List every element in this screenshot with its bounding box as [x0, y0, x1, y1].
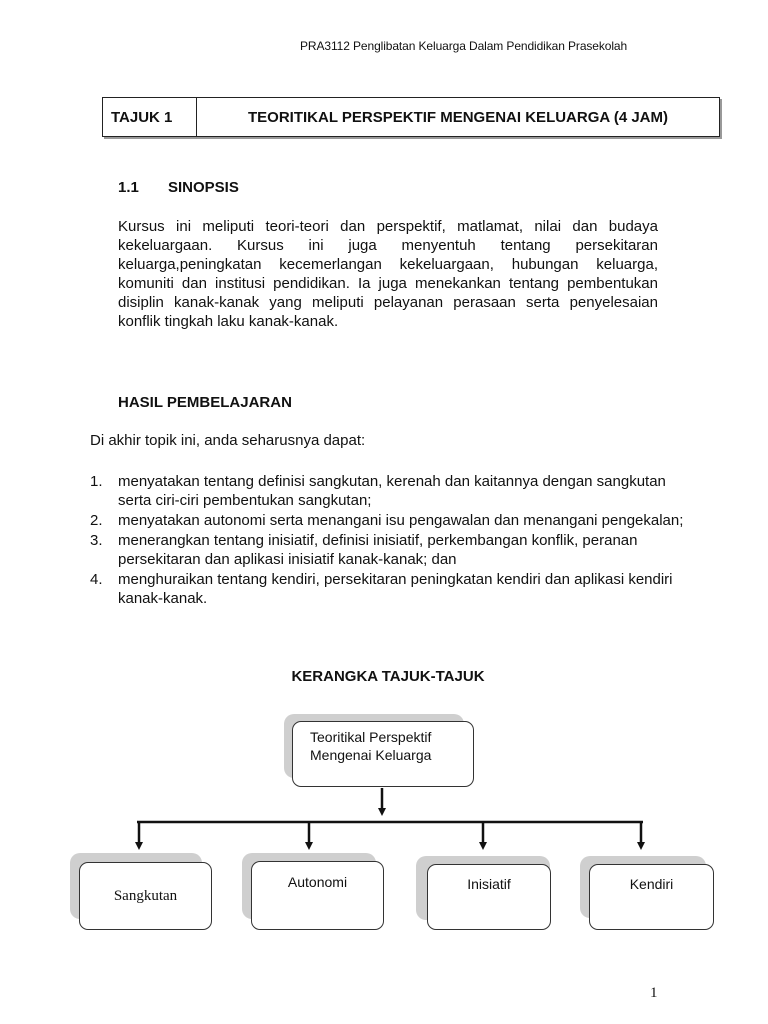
section-title: SINOPSIS [168, 179, 239, 196]
learning-outcomes-intro: Di akhir topik ini, anda seharusnya dapat: [90, 432, 366, 449]
child-node-autonomi [251, 861, 384, 930]
section-number: 1.1 [118, 179, 139, 196]
child-node-label: Autonomi [287, 874, 348, 890]
list-item-number: 2. [90, 512, 103, 529]
page-number: 1 [650, 985, 658, 1001]
list-item-number: 4. [90, 571, 103, 588]
framework-title: KERANGKA TAJUK-TAJUK [291, 668, 485, 685]
running-header: PRA3112 Penglibatan Keluarga Dalam Pendidikan Prasekolah [300, 39, 628, 53]
root-node [292, 721, 474, 787]
topic-title: TEORITIKAL PERSPEKTIF MENGENAI KELUARGA (4 JAM) [247, 108, 669, 126]
list-item-text: menyatakan tentang definisi sangkutan, kerenah dan kaitannya dengan sangkutan serta ciri-ciri pembentukan sangkutan; [118, 473, 666, 509]
child-node-inisiatif [427, 864, 551, 930]
list-item-text: menghuraikan tentang kendiri, persekitaran peningkatan kendiri dan aplikasi kendiri kanak-kanak. [118, 571, 673, 607]
learning-outcomes-heading: HASIL PEMBELAJARAN [118, 394, 292, 411]
list-item-text: menyatakan autonomi serta menangani isu pengawalan dan menangani pengekalan; [118, 512, 684, 529]
topic-number: TAJUK 1 [103, 98, 197, 136]
list-item-number: 3. [90, 532, 103, 549]
child-node-sangkutan [79, 862, 212, 930]
child-node-label: Inisiatif [467, 876, 511, 892]
synopsis-paragraph: Kursus ini meliputi teori-teori dan perspektif, matlamat, nilai dan budaya kekeluargaan. Kursus ini juga menyentuh tentang persekitaran keluarga,peningkatan kecemerlangan kekeluargaan, hubungan keluarga, komuniti dan institusi pendidikan. Ia juga menekankan tentang pembentukan disiplin kanak-kanak yang meliputi pelayanan perasaan serta penyelesaian konflik tingkah laku kanak-kanak. [118, 218, 658, 330]
child-node-label: Sangkutan [113, 887, 178, 904]
list-item-text: menerangkan tentang inisiatif, definisi inisiatif, perkembangan konflik, peranan persekitaran dan aplikasi inisiatif kanak-kanak; dan [118, 532, 638, 568]
root-node-label: Teoritikal Perspektif Mengenai Keluarga [310, 729, 432, 763]
child-node-label: Kendiri [629, 876, 674, 892]
child-node-kendiri [589, 864, 714, 930]
list-item-number: 1. [90, 473, 103, 490]
